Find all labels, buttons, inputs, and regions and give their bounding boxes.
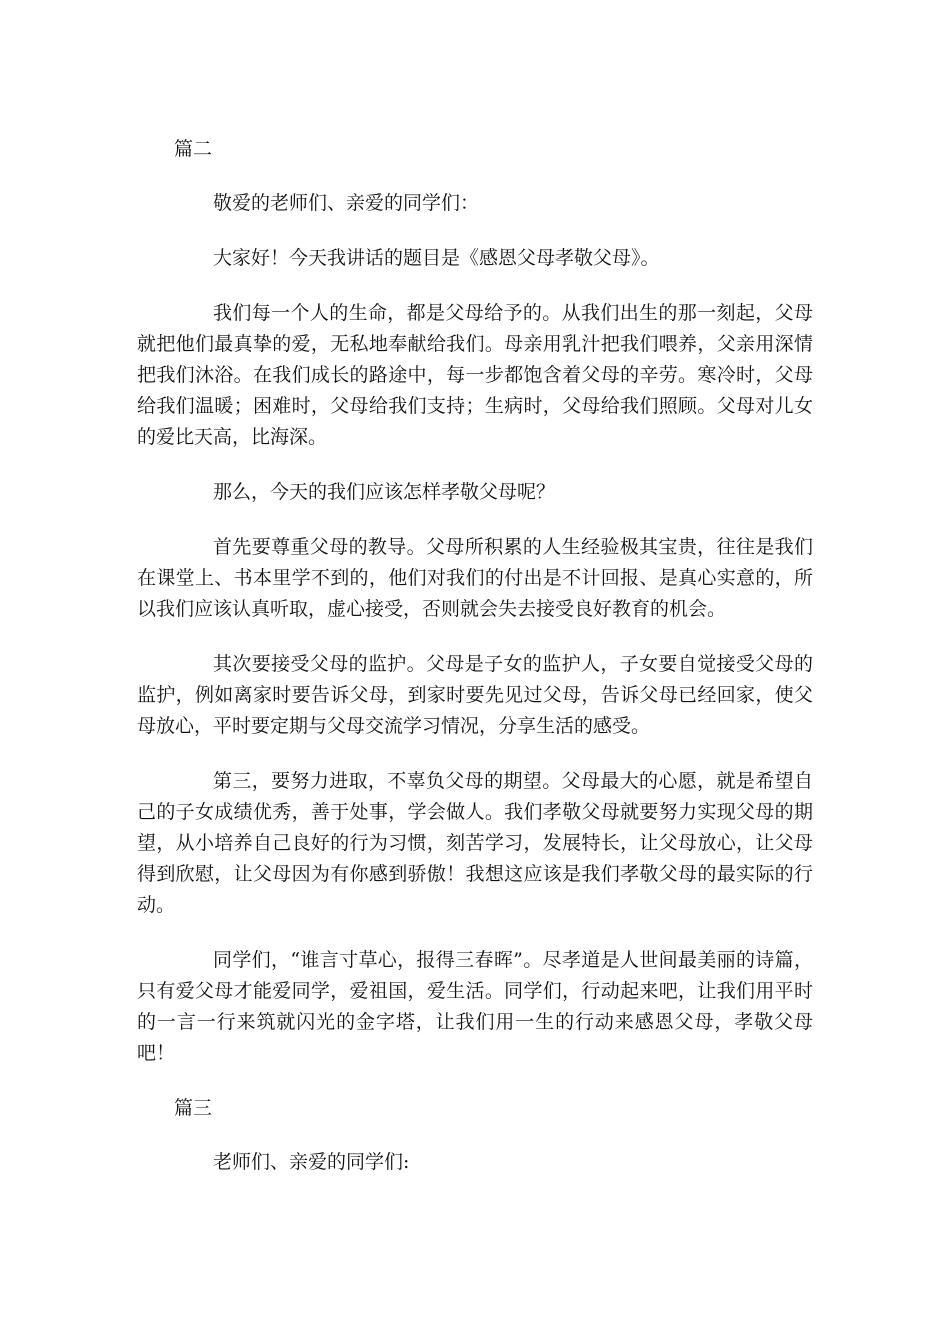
paragraph-second-point: 其次要接受父母的监护。父母是子女的监护人，子女要自觉接受父母的监护，例如离家时要告诉父母，到家时要先见过父母，告诉父母已经回家，使父母放心，平时要定期与父母交流学习情况，分享生活的感受。 — [137, 653, 813, 737]
paragraph-parents-love: 我们每一个人的生命，都是父母给予的。从我们出生的那一刻起，父母就把他们最真挚的爱，无私地奉献给我们。母亲用乳汁把我们喂养，父亲用深情把我们沐浴。在我们成长的路途中，每一步都饱含着父母的辛劳。寒冷时，父母给我们温暖；困难时，父母给我们支持；生病时，父母给我们照顾。父母对儿女的爱比天高，比海深。 — [137, 302, 813, 448]
paragraph-first-point: 首先要尊重父母的教导。父母所积累的人生经验极其宝贵，往往是我们在课堂上、书本里学不到的，他们对我们的付出是不计回报、是真心实意的，所以我们应该认真听取，虚心接受，否则就会失去接受良好教育的机会。 — [137, 536, 813, 620]
paragraph-conclusion: 同学们，“谁言寸草心，报得三春晖”。尽孝道是人世间最美丽的诗篇，只有爱父母才能爱同学，爱祖国，爱生活。同学们，行动起来吧，让我们用平时的一言一行来筑就闪光的金字塔，让我们用一生的行动来感恩父母，孝敬父母吧！ — [137, 949, 813, 1064]
salutation: 老师们、亲爱的同学们: — [213, 1151, 410, 1173]
section-heading-2: 篇二 — [174, 138, 213, 160]
salutation: 敬爱的老师们、亲爱的同学们： — [213, 192, 480, 214]
paragraph-third-point: 第三，要努力进取，不辜负父母的期望。父母最大的心愿，就是希望自己的子女成绩优秀，善于处事，学会做人。我们孝敬父母就要努力实现父母的期望，从小培养自己良好的行为习惯，刻苦学习，发展特长，让父母放心，让父母得到欣慰，让父母因为有你感到骄傲！我想这应该是我们孝敬父母的最实际的行动。 — [137, 770, 813, 916]
speech-topic: 大家好！今天我讲话的题目是《感恩父母孝敬父母》。 — [213, 247, 660, 269]
section-heading-3: 篇三 — [174, 1097, 213, 1119]
paragraph-question: 那么，今天的我们应该怎样孝敬父母呢？ — [213, 481, 556, 503]
document-body — [137, 133, 813, 1178]
